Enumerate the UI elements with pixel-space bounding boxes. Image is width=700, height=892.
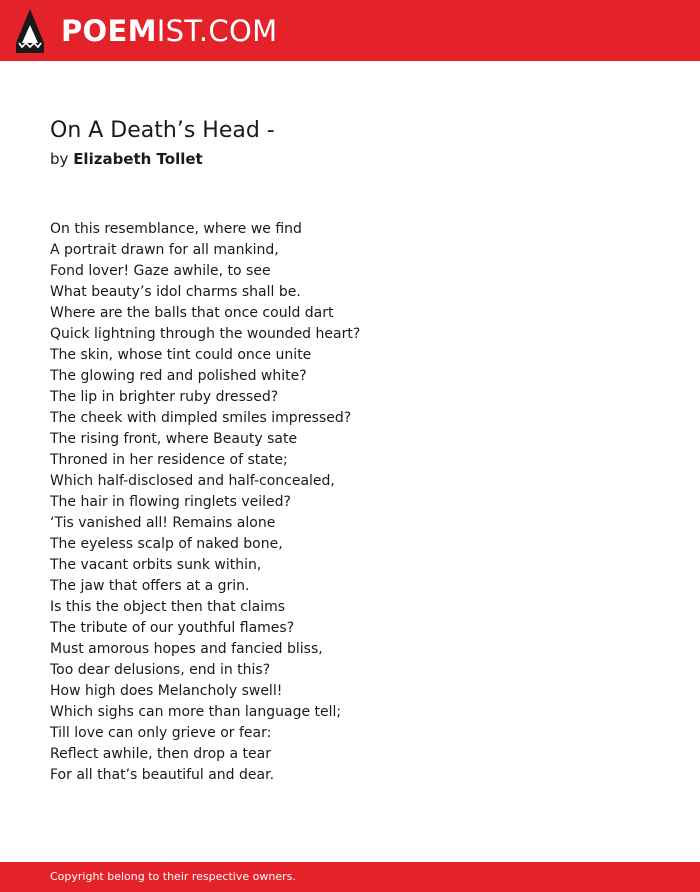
poem-line: Throned in her residence of state; [50,452,288,468]
poem-line: Where are the balls that once could dart [50,305,334,321]
poem-line: The lip in brighter ruby dressed? [50,389,279,405]
poem-line: The skin, whose tint could once unite [50,347,312,363]
author-name: Elizabeth Tollet [73,150,203,168]
poem-line: Too dear delusions, end in this? [50,662,271,678]
poem-line: Fond lover! Gaze awhile, to see [50,263,271,279]
poem-line: What beauty’s idol charms shall be. [50,284,301,300]
poem-line: Which half-disclosed and half-concealed, [50,473,335,489]
poem-line: The vacant orbits sunk within, [50,557,262,573]
poem-line: For all that’s beautiful and dear. [50,767,275,783]
poem-line: The tribute of our youthful flames? [50,620,295,636]
poem-title: On A Death’s Head - [50,118,275,143]
poem-line: On this resemblance, where we find [50,221,302,237]
poem-line: The jaw that offers at a grin. [50,578,250,594]
copyright-text: Copyright belong to their respective owners. [50,870,296,883]
logo-strong-text: POEM [61,14,157,48]
poem-line: The glowing red and polished white? [50,368,307,384]
poem-line: The hair in flowing ringlets veiled? [50,494,291,510]
poem-line: Till love can only grieve or fear: [50,725,272,741]
poem-line: A portrait drawn for all mankind, [50,242,279,258]
poem-byline [50,148,203,170]
poem-line: Is this the object then that claims [50,599,286,615]
poem-body [50,219,360,786]
logo-light-text: IST.COM [156,14,278,48]
poem-line: The cheek with dimpled smiles impressed? [50,410,352,426]
poem-line: Quick lightning through the wounded heart? [50,326,361,342]
pencil-tip-icon [16,9,44,53]
poem-line: Which sighs can more than language tell; [50,704,342,720]
poem-line: Must amorous hopes and fancied bliss, [50,641,323,657]
poem-line: ‘Tis vanished all! Remains alone [50,515,276,531]
poem-line: The eyeless scalp of naked bone, [50,536,283,552]
site-header [0,0,700,61]
poem-line: The rising front, where Beauty sate [50,431,298,447]
site-footer [0,862,700,892]
poem-line: How high does Melancholy swell! [50,683,283,699]
site-logo[interactable] [16,8,277,54]
by-label: by [50,150,69,168]
logo-wordmark [61,9,277,53]
poem-line: Reflect awhile, then drop a tear [50,746,271,762]
